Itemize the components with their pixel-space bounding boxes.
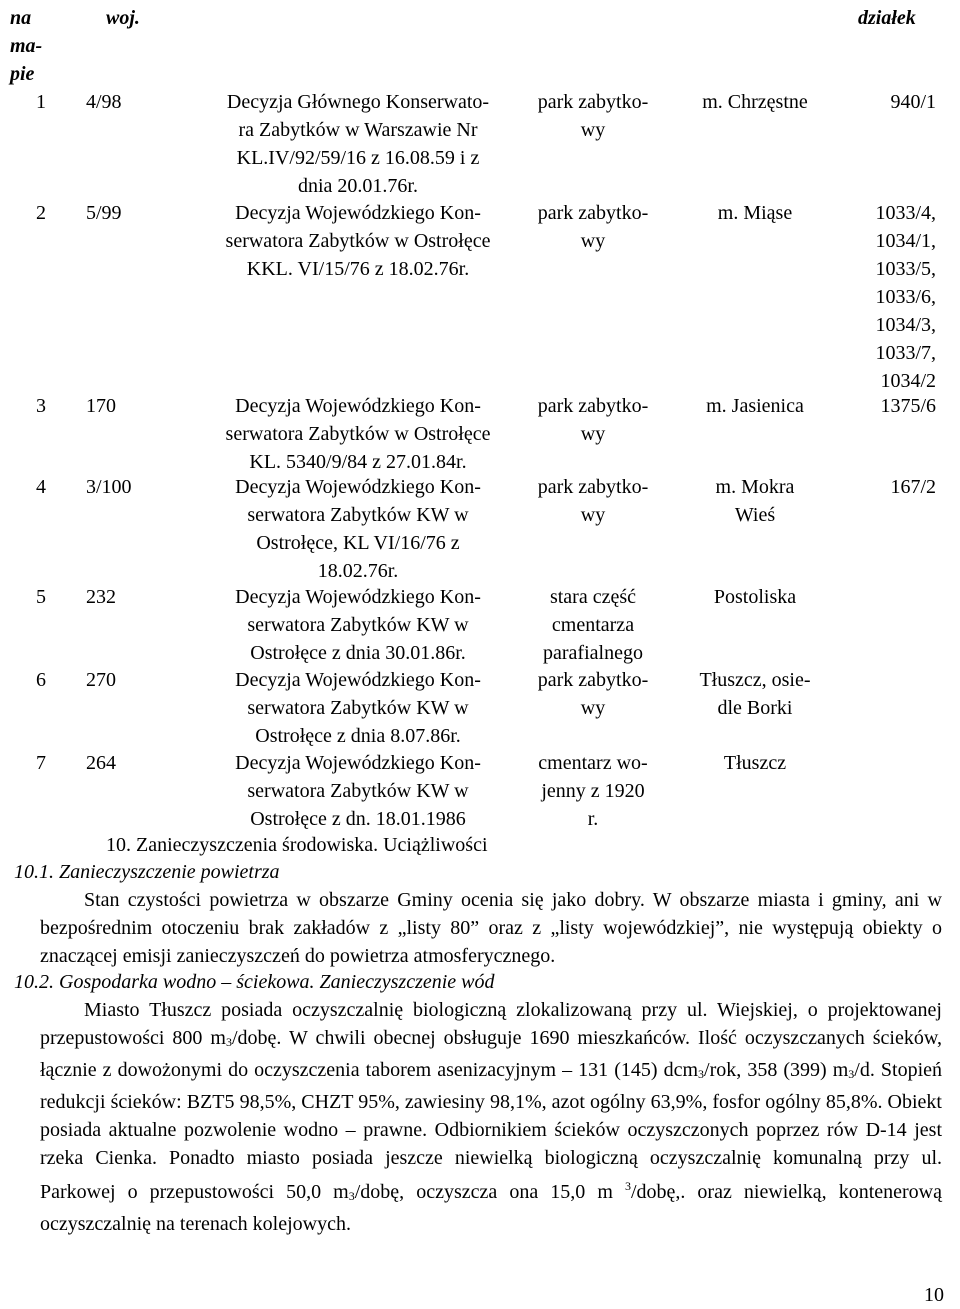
header-col-dzialek: działek [858,7,916,29]
row-object-type: park zabytko- wy [537,202,649,252]
row-woj-number: 232 [86,586,116,608]
row-number: 5 [36,586,46,608]
row-location: m. Chrzęstne [702,91,808,113]
page-number: 10 [924,1284,944,1306]
row-number: 4 [36,476,46,498]
row-woj-number: 270 [86,669,116,691]
row-decision: Decyzja Wojewódzkiego Kon- serwatora Zabytków KW w Ostrołęce z dnia 8.07.86r. [235,669,481,747]
row-decision: Decyzja Wojewódzkiego Kon- serwatora Zabytków w Ostrołęce KKL. VI/15/76 z 18.02.76r. [225,202,491,280]
row-woj-number: 4/98 [86,91,122,113]
row-object-type: park zabytko- wy [537,91,649,141]
row-number: 7 [36,752,46,774]
row-location: m. Jasienica [706,395,804,417]
row-location: m. Miąse [717,202,793,224]
row-location: Tłuszcz [723,752,787,774]
row-woj-number: 5/99 [86,202,122,224]
paragraph-water: Miasto Tłuszcz posiada oczyszczalnię biologiczną zlokalizowaną przy ul. Wiejskiej, o projektowanej przepustowości 800 $m_3$/dobę. W chwili obecnej obsługuje 1690 mieszkańców. Ilość oczyszczanych ścieków, łącznie z dowożonymi do oczyszczenia taborem asenizacyjnym – 131 (145) dcm$_3$/rok, 358 (399) $m_3/d$. Stopień redukcji ścieków: BZT5 98,5%, CHZT 95%, zawiesiny 98,1%, azot ogólny 63,9%, fosfor ogólny 85,8%. Obiekt posiada aktualne pozwolenie wodno – prawne. Odbiornikiem ścieków oczyszczonych poprzez rów D-14 jest rzeka Cienka. Ponadto miasto posiada jeszcze niewielką biologiczną oczyszczalnię komunalną przy ul. Parkowej o przepustowości 50,0 $m_3$/dobę, oczyszcza ona 15,0 m $^3$/dobę,. oraz niewielką, kontenerową oczyszczalnię na terenach kolejowych. [40,999,943,1235]
row-object-type: park zabytko- wy [537,669,649,719]
row-woj-number: 264 [86,752,116,774]
row-decision: Decyzja Głównego Konserwato- ra Zabytków w Warszawie Nr KL.IV/92/59/16 z 16.08.59 i z dnia 20.01.76r. [226,91,490,197]
row-location: Postoliska [713,586,797,608]
row-number: 1 [36,91,46,113]
section-10-2-heading: 10.2. Gospodarka wodno – ściekowa. Zanieczyszczenie wód [14,971,495,993]
row-location: Tłuszcz, osie- dle Borki [699,669,811,719]
row-object-type: park zabytko- wy [537,395,649,445]
paragraph-air: Stan czystości powietrza w obszarze Gminy ocenia się jako dobry. W obszarze miasta i gminy, ani w bezpośrednim otoczeniu brak zakładów z „listy 80” oraz z „listy wojewódzkiej”, nie występują obiekty o znaczącej emisji zanieczyszczeń do powietrza atmosferycznego. [40,889,942,967]
row-woj-number: 170 [86,395,116,417]
row-object-type: park zabytko- wy [537,476,649,526]
row-decision: Decyzja Wojewódzkiego Kon- serwatora Zabytków w Ostrołęce KL. 5340/9/84 z 27.01.84r. [225,395,491,473]
row-parcels: 1033/4, 1034/1, 1033/5, 1033/6, 1034/3, 1033/7, 1034/2 [875,202,936,392]
row-number: 2 [36,202,46,224]
row-decision: Decyzja Wojewódzkiego Kon- serwatora Zabytków KW w Ostrołęce, KL VI/16/76 z 18.02.76r. [235,476,481,582]
row-decision: Decyzja Wojewódzkiego Kon- serwatora Zabytków KW w Ostrołęce z dnia 30.01.86r. [235,586,481,664]
header-col-nr: na ma- pie [10,7,43,85]
row-parcels: 1375/6 [880,395,936,417]
row-parcels: 940/1 [890,91,936,113]
row-decision: Decyzja Wojewódzkiego Kon- serwatora Zabytków KW w Ostrołęce z dn. 18.01.1986 [235,752,481,830]
section-10-heading: 10. Zanieczyszczenia środowiska. Uciążliwości [106,834,488,856]
section-10-1-heading: 10.1. Zanieczyszczenie powietrza [14,861,280,883]
row-number: 3 [36,395,46,417]
row-woj-number: 3/100 [86,476,132,498]
row-location: m. Mokra Wieś [715,476,795,526]
header-col-woj: woj. [106,7,140,29]
row-number: 6 [36,669,46,691]
row-object-type: cmentarz wo- jenny z 1920 r. [538,752,648,830]
row-object-type: stara część cmentarza parafialnego [543,586,643,664]
row-parcels: 167/2 [890,476,936,498]
